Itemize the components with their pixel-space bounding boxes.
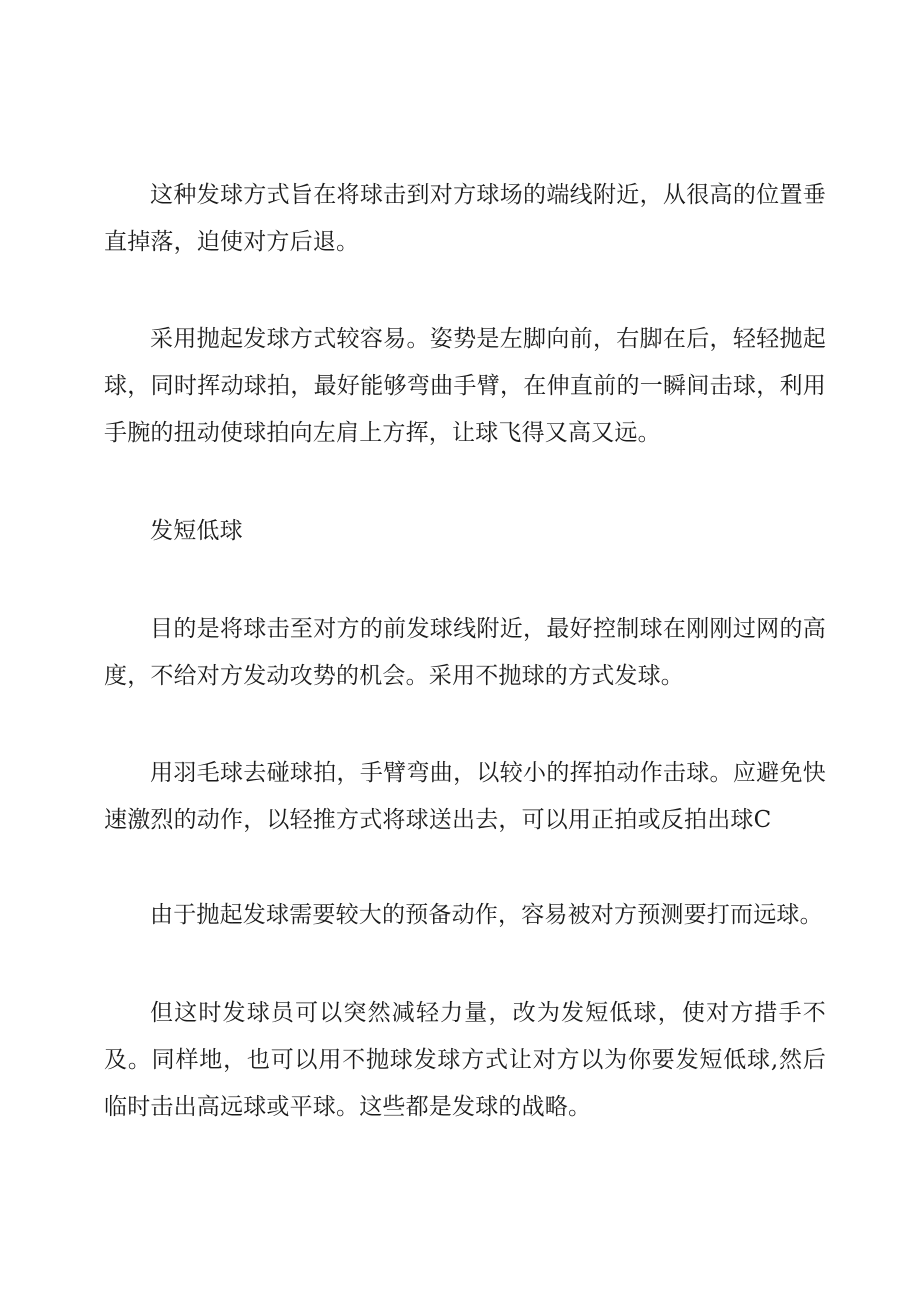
paragraph-toss-serve-technique: 采用抛起发球方式较容易。姿势是左脚向前，右脚在后，轻轻抛起球，同时挥动球拍，最好能够弯曲手臂，在伸直前的一瞬间击球，利用手腕的扭动使球拍向左肩上方挥，让球飞得又高又远。 — [104, 326, 826, 446]
paragraph-high-serve-purpose: 这种发球方式旨在将球击到对方球场的端线附近，从很高的位置垂直掉落，迫使对方后退。 — [104, 182, 826, 255]
paragraph-serve-strategy: 但这时发球员可以突然减轻力量，改为发短低球，使对方措手不及。同样地，也可以用不抛球发球方式让对方以为你要发短低球,然后临时击出高远球或平球。这些都是发球的战略。 — [104, 1000, 826, 1120]
paragraph-short-serve-technique: 用羽毛球去碰球拍，手臂弯曲，以较小的挥拍动作击球。应避免快速激烈的动作，以轻推方式将球送出去，可以用正拍或反拍出球C — [104, 760, 826, 833]
section-heading-short-low-serve: 发短低球 — [150, 518, 243, 544]
paragraph-toss-serve-drawback: 由于抛起发球需要较大的预备动作，容易被对方预测要打而远球。 — [150, 902, 823, 928]
paragraph-short-serve-purpose: 目的是将球击至对方的前发球线附近，最好控制球在刚刚过网的高度，不给对方发动攻势的机会。采用不抛球的方式发球。 — [104, 616, 826, 689]
